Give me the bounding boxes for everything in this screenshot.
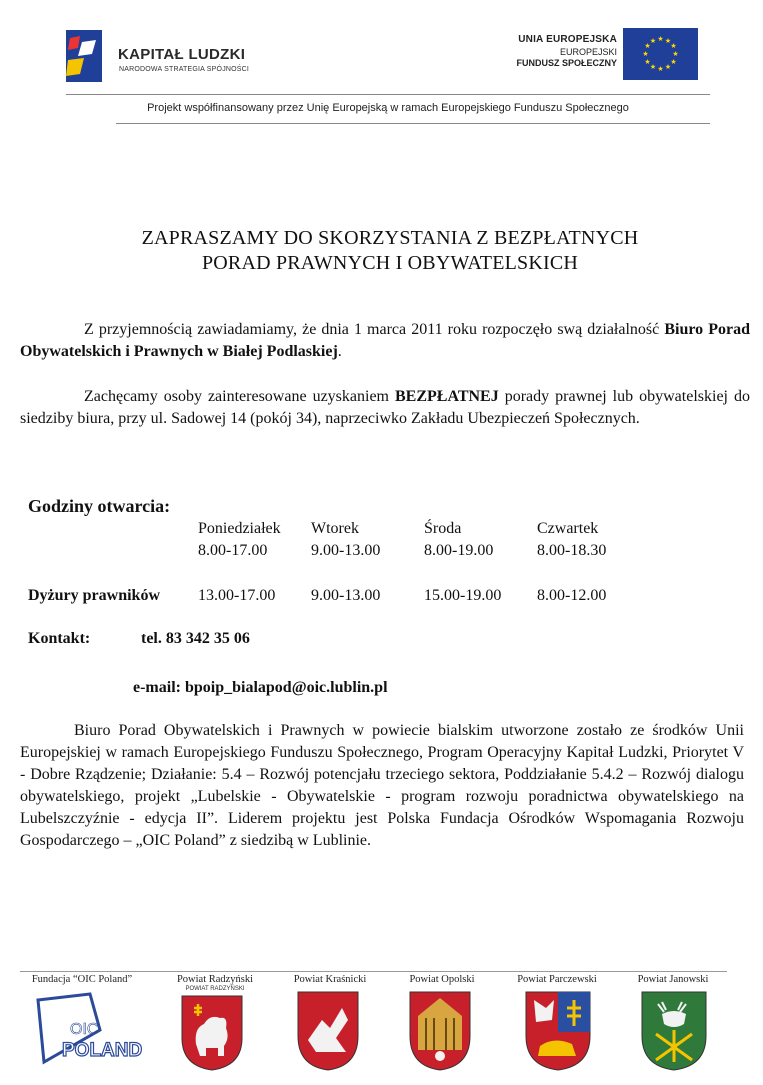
office-name: Biuro Porad Obywatelskich i Prawnych w Białej Podlaskiej — [20, 321, 751, 360]
title-line-1: ZAPRASZAMY DO SKORZYSTANIA Z BEZPŁATNYCH — [141, 227, 639, 249]
eu-line1: UNIA EUROPEJSKA — [518, 34, 617, 45]
day-wednesday: Środa — [424, 520, 462, 537]
open-tuesday: 9.00-13.00 — [311, 542, 381, 559]
duty-wednesday: 15.00-19.00 — [424, 587, 502, 604]
contact-email: e-mail: bpoip_bialapod@oic.lublin.pl — [133, 679, 388, 696]
svg-text:★: ★ — [657, 35, 664, 43]
svg-text:★: ★ — [644, 42, 651, 50]
partner-label-parczewski: Powiat Parczewski — [517, 974, 597, 985]
svg-text:★: ★ — [644, 58, 651, 66]
duty-thursday: 8.00-12.00 — [537, 587, 607, 604]
funding-text: Biuro Porad Obywatelskich i Prawnych w powiecie bialskim utworzone zostało ze środków Unii Europejskiej w ramach Europejskiego Funduszu Społecznego, Program Operacyjny Kapitał Ludzki, Priorytet V - Dobre Rządzenie; Działanie: 5.4 – Rozwój potencjału trzeciego sektora, Poddziałanie 5.4.2 – Rozwój dialogu obywatelskiego, projekt „Lubelskie - Obywatelskie - program rozwoju poradnictwa obywatelskiego na Lubelszczyźnie - edycja II”. Liderem projektu jest Polska Fundacja Ośrodków Wspomagania Rozwoju Gospodarczego – „OIC Poland” z siedzibą w Lublinie. — [20, 722, 744, 849]
footer-divider — [20, 971, 727, 972]
svg-text:★: ★ — [670, 58, 677, 66]
duty-tuesday: 9.00-13.00 — [311, 587, 381, 604]
intro-paragraph — [20, 319, 750, 363]
invite-paragraph — [20, 386, 750, 430]
open-wednesday: 8.00-19.00 — [424, 542, 494, 559]
kapital-ludzki-subtitle: NARODOWA STRATEGIA SPÓJNOŚCI — [119, 66, 250, 73]
svg-text:POLAND: POLAND — [62, 1040, 143, 1061]
svg-text:★: ★ — [664, 63, 672, 71]
svg-text:OIC: OIC — [70, 1021, 99, 1038]
invite-before: Zachęcamy osoby zainteresowane uzyskaniem — [84, 388, 395, 405]
svg-text:★: ★ — [649, 63, 657, 71]
janowski-coat-of-arms-icon — [640, 990, 708, 1072]
svg-text:★: ★ — [672, 50, 679, 58]
project-cofinancing-line: Projekt współfinansowany przez Unię Europejską w ramach Europejskiego Funduszu Społecznego — [147, 102, 629, 114]
eu-text-block — [516, 34, 617, 68]
open-thursday: 8.00-18.30 — [537, 542, 607, 559]
krasnicki-coat-of-arms-icon — [296, 990, 360, 1072]
contact-label: Kontakt: — [28, 630, 91, 647]
invite-after: porady prawnej lub obywatelskiej do siedziby biura, przy ul. Sadowej 14 (pokój 34), naprzeciwko Zakładu Ubezpieczeń Społecznych. — [20, 388, 750, 427]
lawyer-duty-label: Dyżury prawników — [28, 587, 161, 604]
radzynski-sublabel: POWIAT RADZYŃSKI — [185, 986, 245, 992]
opolski-coat-of-arms-icon — [408, 990, 472, 1072]
page-title — [20, 226, 760, 276]
svg-text:★: ★ — [657, 65, 664, 73]
open-monday: 8.00-17.00 — [198, 542, 268, 559]
partner-label-janowski: Powiat Janowski — [637, 974, 709, 985]
day-monday: Poniedziałek — [198, 520, 281, 537]
funding-paragraph — [20, 720, 744, 852]
duty-monday: 13.00-17.00 — [198, 587, 276, 604]
svg-text:★: ★ — [670, 42, 677, 50]
hours-heading: Godziny otwarcia: — [28, 496, 171, 516]
eu-flag-icon — [623, 28, 698, 80]
radzynski-coat-of-arms-icon — [180, 994, 244, 1072]
eu-line3: FUNDUSZ SPOŁECZNY — [516, 58, 617, 68]
header-divider-bottom — [116, 123, 710, 124]
invite-free: BEZPŁATNEJ — [394, 388, 499, 405]
title-line-2: PORAD PRAWNYCH I OBYWATELSKICH — [201, 252, 579, 274]
intro-end: . — [337, 343, 342, 360]
svg-text:★: ★ — [649, 37, 657, 45]
intro-text: Z przyjemnością zawiadamiamy, że dnia 1 marca 2011 roku rozpoczęło swą działalność — [84, 321, 665, 338]
svg-text:★: ★ — [664, 37, 672, 45]
partner-label-krasnicki: Powiat Kraśnicki — [293, 974, 367, 985]
partner-label-radzynski: Powiat Radzyński — [176, 974, 254, 985]
header-divider-top — [66, 94, 710, 95]
kapital-ludzki-title: KAPITAŁ LUDZKI — [118, 46, 246, 63]
oic-poland-logo-icon — [30, 990, 156, 1072]
contact-phone: tel. 83 342 35 06 — [141, 630, 250, 647]
partner-label-oic: Fundacja “OIC Poland” — [31, 974, 133, 985]
svg-text:★: ★ — [642, 50, 649, 58]
partner-label-opolski: Powiat Opolski — [409, 974, 475, 985]
eu-line2: EUROPEJSKI — [559, 47, 617, 57]
day-thursday: Czwartek — [537, 520, 599, 537]
day-tuesday: Wtorek — [311, 520, 359, 537]
parczewski-coat-of-arms-icon — [524, 990, 592, 1072]
